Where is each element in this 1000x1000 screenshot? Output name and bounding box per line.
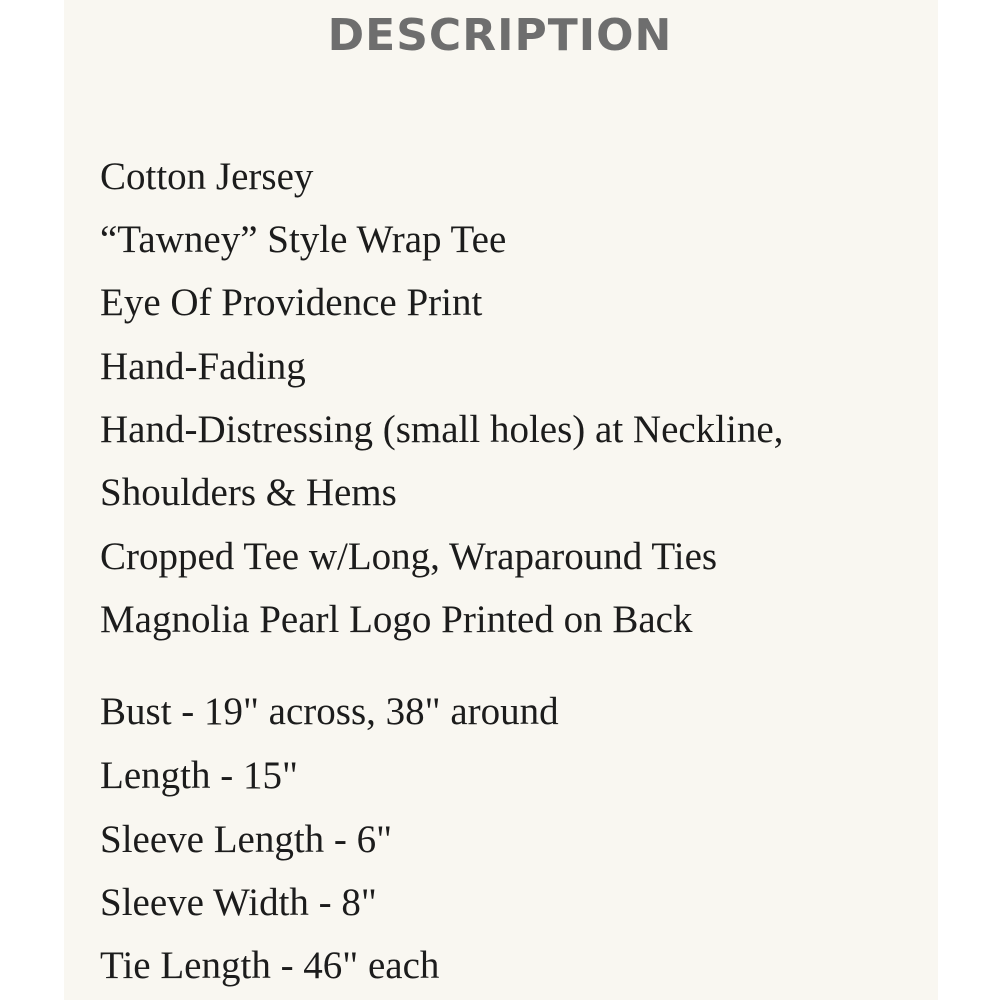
- measurement-line: Tie Length - 46" each: [100, 944, 440, 987]
- feature-line: Hand-Fading: [100, 345, 306, 388]
- feature-line: “Tawney” Style Wrap Tee: [100, 218, 507, 261]
- feature-line: Magnolia Pearl Logo Printed on Back: [100, 598, 693, 641]
- measurement-line: Length - 15": [100, 754, 298, 797]
- feature-line: Cropped Tee w/Long, Wraparound Ties: [100, 535, 718, 578]
- feature-line: Shoulders & Hems: [100, 471, 397, 514]
- description-heading: DESCRIPTION: [327, 10, 673, 61]
- measurement-line: Sleeve Width - 8": [100, 881, 377, 924]
- feature-line: Cotton Jersey: [100, 155, 314, 198]
- measurement-line: Bust - 19" across, 38" around: [100, 690, 559, 733]
- measurement-line: Sleeve Length - 6": [100, 818, 393, 861]
- feature-line: Hand-Distressing (small holes) at Neckline,: [100, 408, 784, 451]
- feature-line: Eye Of Providence Print: [100, 281, 483, 324]
